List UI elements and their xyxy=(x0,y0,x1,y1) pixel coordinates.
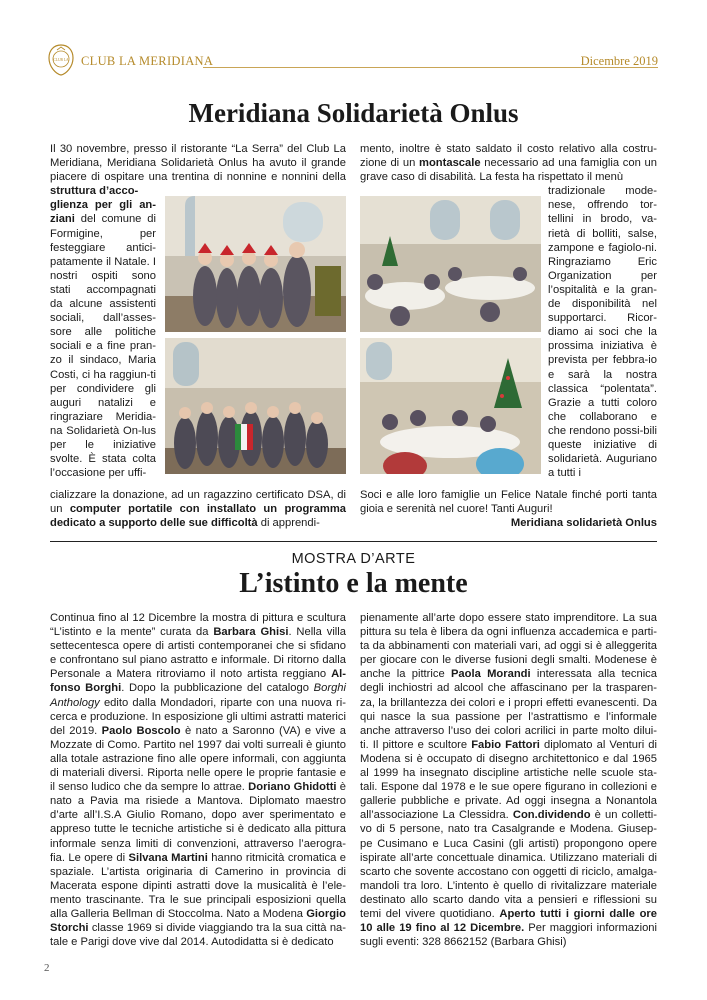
photo-group-christmas-hats xyxy=(165,196,346,332)
text-run: . Nella villa settecentesca opere di artisti contemporanei che si sfidano e confrontano sul piano astratto e informale. Di ritorno dalla Personale a Matera ritroviamo il noto artista reggiano xyxy=(50,626,346,681)
issue-date: Dicembre 2019 xyxy=(580,54,658,68)
text-run: hanno ritmicità cromatica e spaziale. L’artista originaria di Camerino in provincia di Macerata espone dipinti astratti dove la musicalità è l’ele-mento trascinante. Tra le sue principali esposizioni quella alla Galleria Bellman di Stoccolma. Nato a Modena xyxy=(50,851,347,920)
text-run: Con.dividendo xyxy=(512,809,591,822)
text-run: è nato a Saronno (VA) e vive a Mozzate di Como. Partito nel 1997 dai volti surreali è giunto alla totale astrazione fino alle opere informali, con aggiunta di materiali diversi. Riporta nelle opere le proprie fantasie e il senso ludico che da sempre lo attrae. xyxy=(50,724,346,794)
article2-column-right xyxy=(360,611,657,949)
page-header xyxy=(48,40,658,82)
article2-title: L’istinto e la mente xyxy=(239,568,468,599)
article2-kicker: MOSTRA D’ARTE xyxy=(291,551,416,567)
text-run: cializzare la donazione, ad un ragazzino certificato DSA, di un xyxy=(50,489,346,516)
text-run: Aperto tutti i giorni dalle ore 10 alle 19 fino al 12 Dicembre. xyxy=(360,907,657,935)
text-run: classe 1969 si divide viaggiando tra la sua città na-tale e Parigi dove vive dal 2014. Autodidatta si è dedicato xyxy=(50,922,346,949)
text-run: è un colletti-vo di 5 persone, nato tra Casalgrande e Modena. Giusep-pe Cusimano e Luca Casini (gli artisti) propongono opere ispirate all’arte concettuale dinamica. Utilizzano materiali di scarto che sovente accostano con oggetti di riciclo, amalga-mandoli tra loro. L’intento è quello di rivitalizzare materiale destinato allo scarto dando vita a pensieri e riflessioni su temi del vivere quotidiano. xyxy=(360,809,657,920)
logo-text: CLUB LA xyxy=(53,58,69,62)
text-run: interessata alla tecnica degli inchiostri ad alcool che affascinano per la trasparen-za, la brillantezza dei colori e i propri effetti evanescenti. Da qui nasce la sua passione per l’astrattismo e l’informale anche attraverso l’uso dei colori acrilici in parte molto dilui-ti. Il pittore e scultore xyxy=(360,668,657,751)
article2-column-left xyxy=(50,611,346,949)
article-title: Meridiana Solidarietà Onlus xyxy=(188,98,519,128)
text-run: Per maggiori informazioni sugli eventi: 328 8662152 (Barbara Ghisi) xyxy=(360,922,657,949)
text-run: montascale xyxy=(419,157,481,170)
club-logo xyxy=(48,44,74,76)
text-run: Fabio Fattori xyxy=(471,738,540,751)
article1-col1-text xyxy=(50,142,346,198)
photo-dining-room-tables xyxy=(360,196,541,332)
text-run: diplomato al Venturi di Modena si è occupato di disegno architettonico e dal 1965 al 1999 ha insegnato discipline artistiche nelle scuole sta-tali. Espone dal 1978 e le sue opere figurano in collezioni e gallerie pubbliche e private. Ad oggi insegna a Nonantola all’associazione La Clessidra. xyxy=(360,738,658,822)
article1-bottom-right xyxy=(360,488,657,516)
text-run: necessario ad una famiglia con un grave caso di disabilità. La festa ha rispettato il menù xyxy=(360,157,657,184)
text-run: di apprendi- xyxy=(257,517,320,530)
text-run: Il 30 novembre, presso il ristorante “La Serra” del Club La Meridiana, Meridiana Solidarietà Onlus ha avuto il grande piacere di ospitare una trentina di nonnine e nonnini della xyxy=(50,143,346,184)
article1-bottom-left xyxy=(50,488,346,530)
text-run: . Dopo la pubblicazione del catalogo xyxy=(121,682,314,695)
text-run: Paola Morandi xyxy=(450,668,531,681)
text-run: edito dalla Mondadori, riparte con una nuova ri-cerca e produzione. In esposizione gli ultimi astratti materici del 2019. xyxy=(50,696,346,737)
text-run: Al-fonso Borghi xyxy=(50,668,346,695)
article2-col1-text xyxy=(50,611,346,949)
text-run: ziani xyxy=(50,213,75,226)
text-run: Borghi Anthology xyxy=(50,682,346,709)
text-run: Paolo Boscolo xyxy=(101,724,181,737)
text-run: mento, inoltre è stato saldato il costo relativo alla costru-zione di un xyxy=(360,143,657,170)
article1-col2-text xyxy=(360,142,657,184)
article2-col2-text xyxy=(360,611,657,949)
page-number: 2 xyxy=(44,962,50,974)
text-run: glienza per gli an- xyxy=(50,199,156,212)
text-run: Doriano Ghidotti xyxy=(248,781,337,794)
text-run: struttura d’acco- xyxy=(50,185,139,198)
photo-guests-with-mayor xyxy=(165,338,346,474)
text-run: pienamente all’arte dopo essere stato imprenditore. La sua pittura su tela è libera da ogni influenza accademica e parti-ta da abbinamenti con materiali vari, ad oggi si è alleggerita per giocare con le diverse fusioni degli smalti. Modenese è anche la pittrice xyxy=(360,612,657,681)
text-run: è nato a Pavia ma risiede a Mantova. Diplomato maestro d’arte all’I.S.A Giulio Romano, dopo aver sperimentato e appreso tutte le tecniche artistiche si è dedicato alla pittura informale senza limiti di convenzioni, attraverso l’aerogra-fia. Le opere di xyxy=(50,781,346,864)
section-divider xyxy=(50,541,657,542)
article1-signature: Meridiana solidarietà Onlus xyxy=(510,517,657,529)
article1-col1-wrap xyxy=(50,198,156,480)
text-run: Barbara Ghisi xyxy=(213,626,289,639)
club-name: CLUB LA MERIDIANA xyxy=(81,54,214,68)
text-run: Continua fino al 12 Dicembre la mostra di pittura e scultura “L’istinto e la mente” curata da xyxy=(50,612,346,639)
photo-lunch-guests xyxy=(360,338,541,474)
text-run: tradizionale mode-nese, offrendo tor-tellini in brodo, va-rietà di bolliti, salse, zampone e fagiolo-ni. Ringraziamo Eric Organization per l’ospitalità e la gran-de disponibilità nel supportarci. Ricor-diamo ai soci che la prossima iniziativa è prevista per febbra-io e sarà la nostra classica “polentata”. Grazie a tutti coloro che collaborano e che rendono possi-bili queste iniziative di solidarietà. Auguriano a tutti i xyxy=(548,185,657,480)
text-run: Silvana Martini xyxy=(128,851,208,864)
article1-col2-wrap xyxy=(548,184,657,480)
text-run: Giorgio Storchi xyxy=(50,907,346,935)
text-run: computer portatile con installato un programma dedicato a supporto delle sue difficoltà xyxy=(50,503,346,530)
text-run: Soci e alle loro famiglie un Felice Natale finché porti tanta gioia e serenità nel cuore! Tanti Auguri! xyxy=(360,489,657,516)
text-run: del comune di Formigine, per festeggiare antici-patamente il Natale. I nostri ospiti sono stati accompagnati da alcune assistenti sociali, dall’asses-sore alle politiche sociali e a fine pran-zo il sindaco, Maria Costi, ci ha raggiun-ti per condividere gli auguri natalizi e ringraziare Meridia-na Solidarietà On-lus per le iniziative svolte. È stata colta l’occasione per uffi- xyxy=(50,213,156,480)
